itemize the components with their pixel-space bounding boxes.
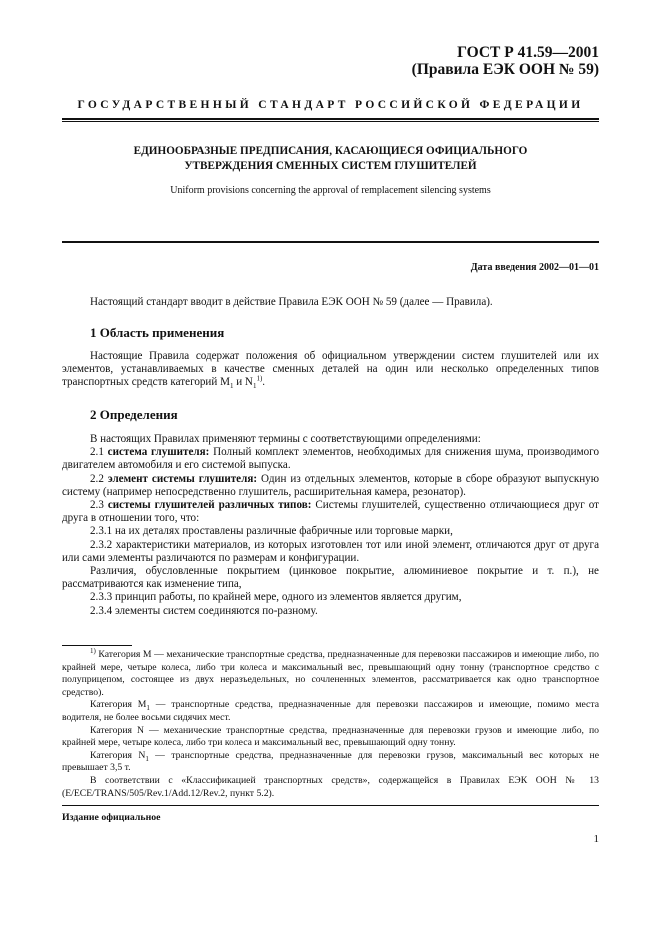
section-2-text bbox=[62, 433, 599, 618]
def-text: Системы глушителей, существенно отличающиеся друг от друга в отношении того, что: bbox=[62, 499, 600, 525]
intro-date: Дата введения 2002—01—01 bbox=[470, 262, 599, 273]
definition-2-3-1: 2.3.1 на их деталях проставлены различные фабричные или торговые марки, bbox=[90, 525, 453, 538]
scope-end: . bbox=[262, 376, 266, 389]
document-title bbox=[62, 144, 599, 174]
def-term: системы глушителей различных типов: bbox=[107, 499, 312, 512]
footnote-3: Категория N — механические транспортные средства, предназначенные для перевозки грузов и имеющие либо, по крайней мере, четыре колеса, либо три колеса и максимальный вес, превышающий одну тонну. bbox=[62, 724, 599, 749]
footnote-text: Категория M — механические транспортные средства, предназначенные для перевозки пассажиров и имеющие либо, по крайней мере, четыре колеса, либо три колеса и максимальный вес, превышающий одну тонну (транспортное средство с полуприцепом, состоящее из двух неразъедельных, но сочлененных элементов, рассматривается как одно транспортное средство). bbox=[62, 649, 599, 698]
sub-n1: 1 bbox=[252, 382, 257, 391]
def-term: элемент системы глушителя: bbox=[107, 472, 258, 485]
definition-2-3-4: 2.3.4 элементы систем соединяются по-разному. bbox=[90, 604, 318, 617]
section-2-heading: 2 Определения bbox=[90, 407, 178, 422]
sub-m1: 1 bbox=[229, 382, 234, 391]
def-num: 2.2 bbox=[90, 472, 108, 485]
definition-2-3 bbox=[62, 499, 599, 525]
footnote-text: — транспортные средства, предназначенные для перевозки пассажиров и имеющие, помимо места водителя, не более восьми сидячих мест. bbox=[62, 699, 599, 723]
footnote bbox=[62, 646, 599, 800]
standard-code-block bbox=[412, 44, 599, 78]
edition-rule bbox=[62, 805, 599, 806]
footnote-text: Категория N bbox=[90, 749, 146, 761]
sub-n1: 1 bbox=[145, 754, 149, 763]
intro-text: Настоящий стандарт вводит в действие Правила ЕЭК ООН № 59 (далее — Правила). bbox=[90, 296, 493, 308]
standard-code-alt: (Правила ЕЭК ООН № 59) bbox=[411, 61, 599, 78]
footnote-rule bbox=[62, 645, 132, 646]
intro-paragraph bbox=[62, 296, 599, 309]
def-text: Один из отдельных элементов, которые в сборе образуют выпускную систему (например непосредственно глушитель, расширительная камера, резонатор). bbox=[62, 472, 600, 498]
scope-and: и N bbox=[233, 376, 253, 389]
definition-2-2 bbox=[62, 473, 599, 499]
title-rule bbox=[62, 241, 599, 243]
page-number: 1 bbox=[593, 833, 599, 845]
definitions-intro: В настоящих Правилах применяют термины с соответствующими определениями: bbox=[90, 433, 481, 445]
footnote-ref: 1) bbox=[256, 374, 263, 383]
footnote-mark: 1) bbox=[90, 646, 96, 655]
def-num: 2.3 bbox=[90, 499, 108, 512]
section-1-heading: 1 Область применения bbox=[90, 325, 225, 340]
sub-m1: 1 bbox=[146, 704, 150, 713]
footnote-4 bbox=[62, 750, 599, 775]
scope-text: Настоящие Правила содержат положения об официальном утверждении систем глушителей или их элементов, устанавливаемых в качестве сменных деталей на один или несколько определенных типов транспортных средств категорий M bbox=[62, 350, 599, 389]
footnote-text: Категория M bbox=[90, 699, 147, 711]
def-num: 2.1 bbox=[90, 446, 108, 459]
english-title: Uniform provisions concerning the approval of remplacement silencing systems bbox=[170, 185, 491, 196]
title-line-2: УТВЕРЖДЕНИЯ СМЕННЫХ СИСТЕМ ГЛУШИТЕЛЕЙ bbox=[184, 160, 477, 172]
definition-2-1 bbox=[62, 446, 599, 472]
def-text: Полный комплект элементов, необходимых для снижения шума, производимого двигателем автомобиля и его системой выпуска. bbox=[62, 446, 600, 472]
definition-2-3-2-note: Различия, обусловленные покрытием (цинковое покрытие, алюминиевое покрытие и т. п.), не рассматриваются как изменение типа, bbox=[62, 565, 599, 591]
def-term: система глушителя: bbox=[107, 446, 210, 459]
footnote-text: — транспортные средства, предназначенные для перевозки грузов, максимальный вес которых не превышает 3,5 т. bbox=[62, 749, 599, 774]
header-rule-thin bbox=[62, 121, 599, 122]
section-1-text bbox=[62, 350, 599, 390]
footnote-1 bbox=[62, 646, 599, 699]
footnote-2 bbox=[62, 699, 599, 724]
standard-code: ГОСТ Р 41.59—2001 bbox=[457, 44, 599, 61]
header-rule-thick bbox=[62, 118, 599, 120]
footnote-5: В соответствии с «Классификацией транспортных средств», содержащейся в Правилах ЕЭК ООН № 13 (E/ECE/TRANS/505/Rev.1/Add.12/Rev.2, пункт 5.2). bbox=[62, 774, 599, 799]
title-line-1: ЕДИНООБРАЗНЫЕ ПРЕДПИСАНИЯ, КАСАЮЩИЕСЯ ОФИЦИАЛЬНОГО bbox=[133, 145, 528, 157]
state-standard-heading: ГОСУДАРСТВЕННЫЙ СТАНДАРТ РОССИЙСКОЙ ФЕДЕРАЦИИ bbox=[77, 99, 584, 111]
definition-2-3-3: 2.3.3 принцип работы, по крайней мере, одного из элементов является другим, bbox=[90, 591, 462, 604]
edition-label: Издание официальное bbox=[62, 812, 161, 823]
definition-2-3-2: 2.3.2 характеристики материалов, из которых изготовлен тот или иной элемент, отличаются друг от друга или сами элементы различаются по размерам и конфигурации. bbox=[62, 538, 599, 564]
